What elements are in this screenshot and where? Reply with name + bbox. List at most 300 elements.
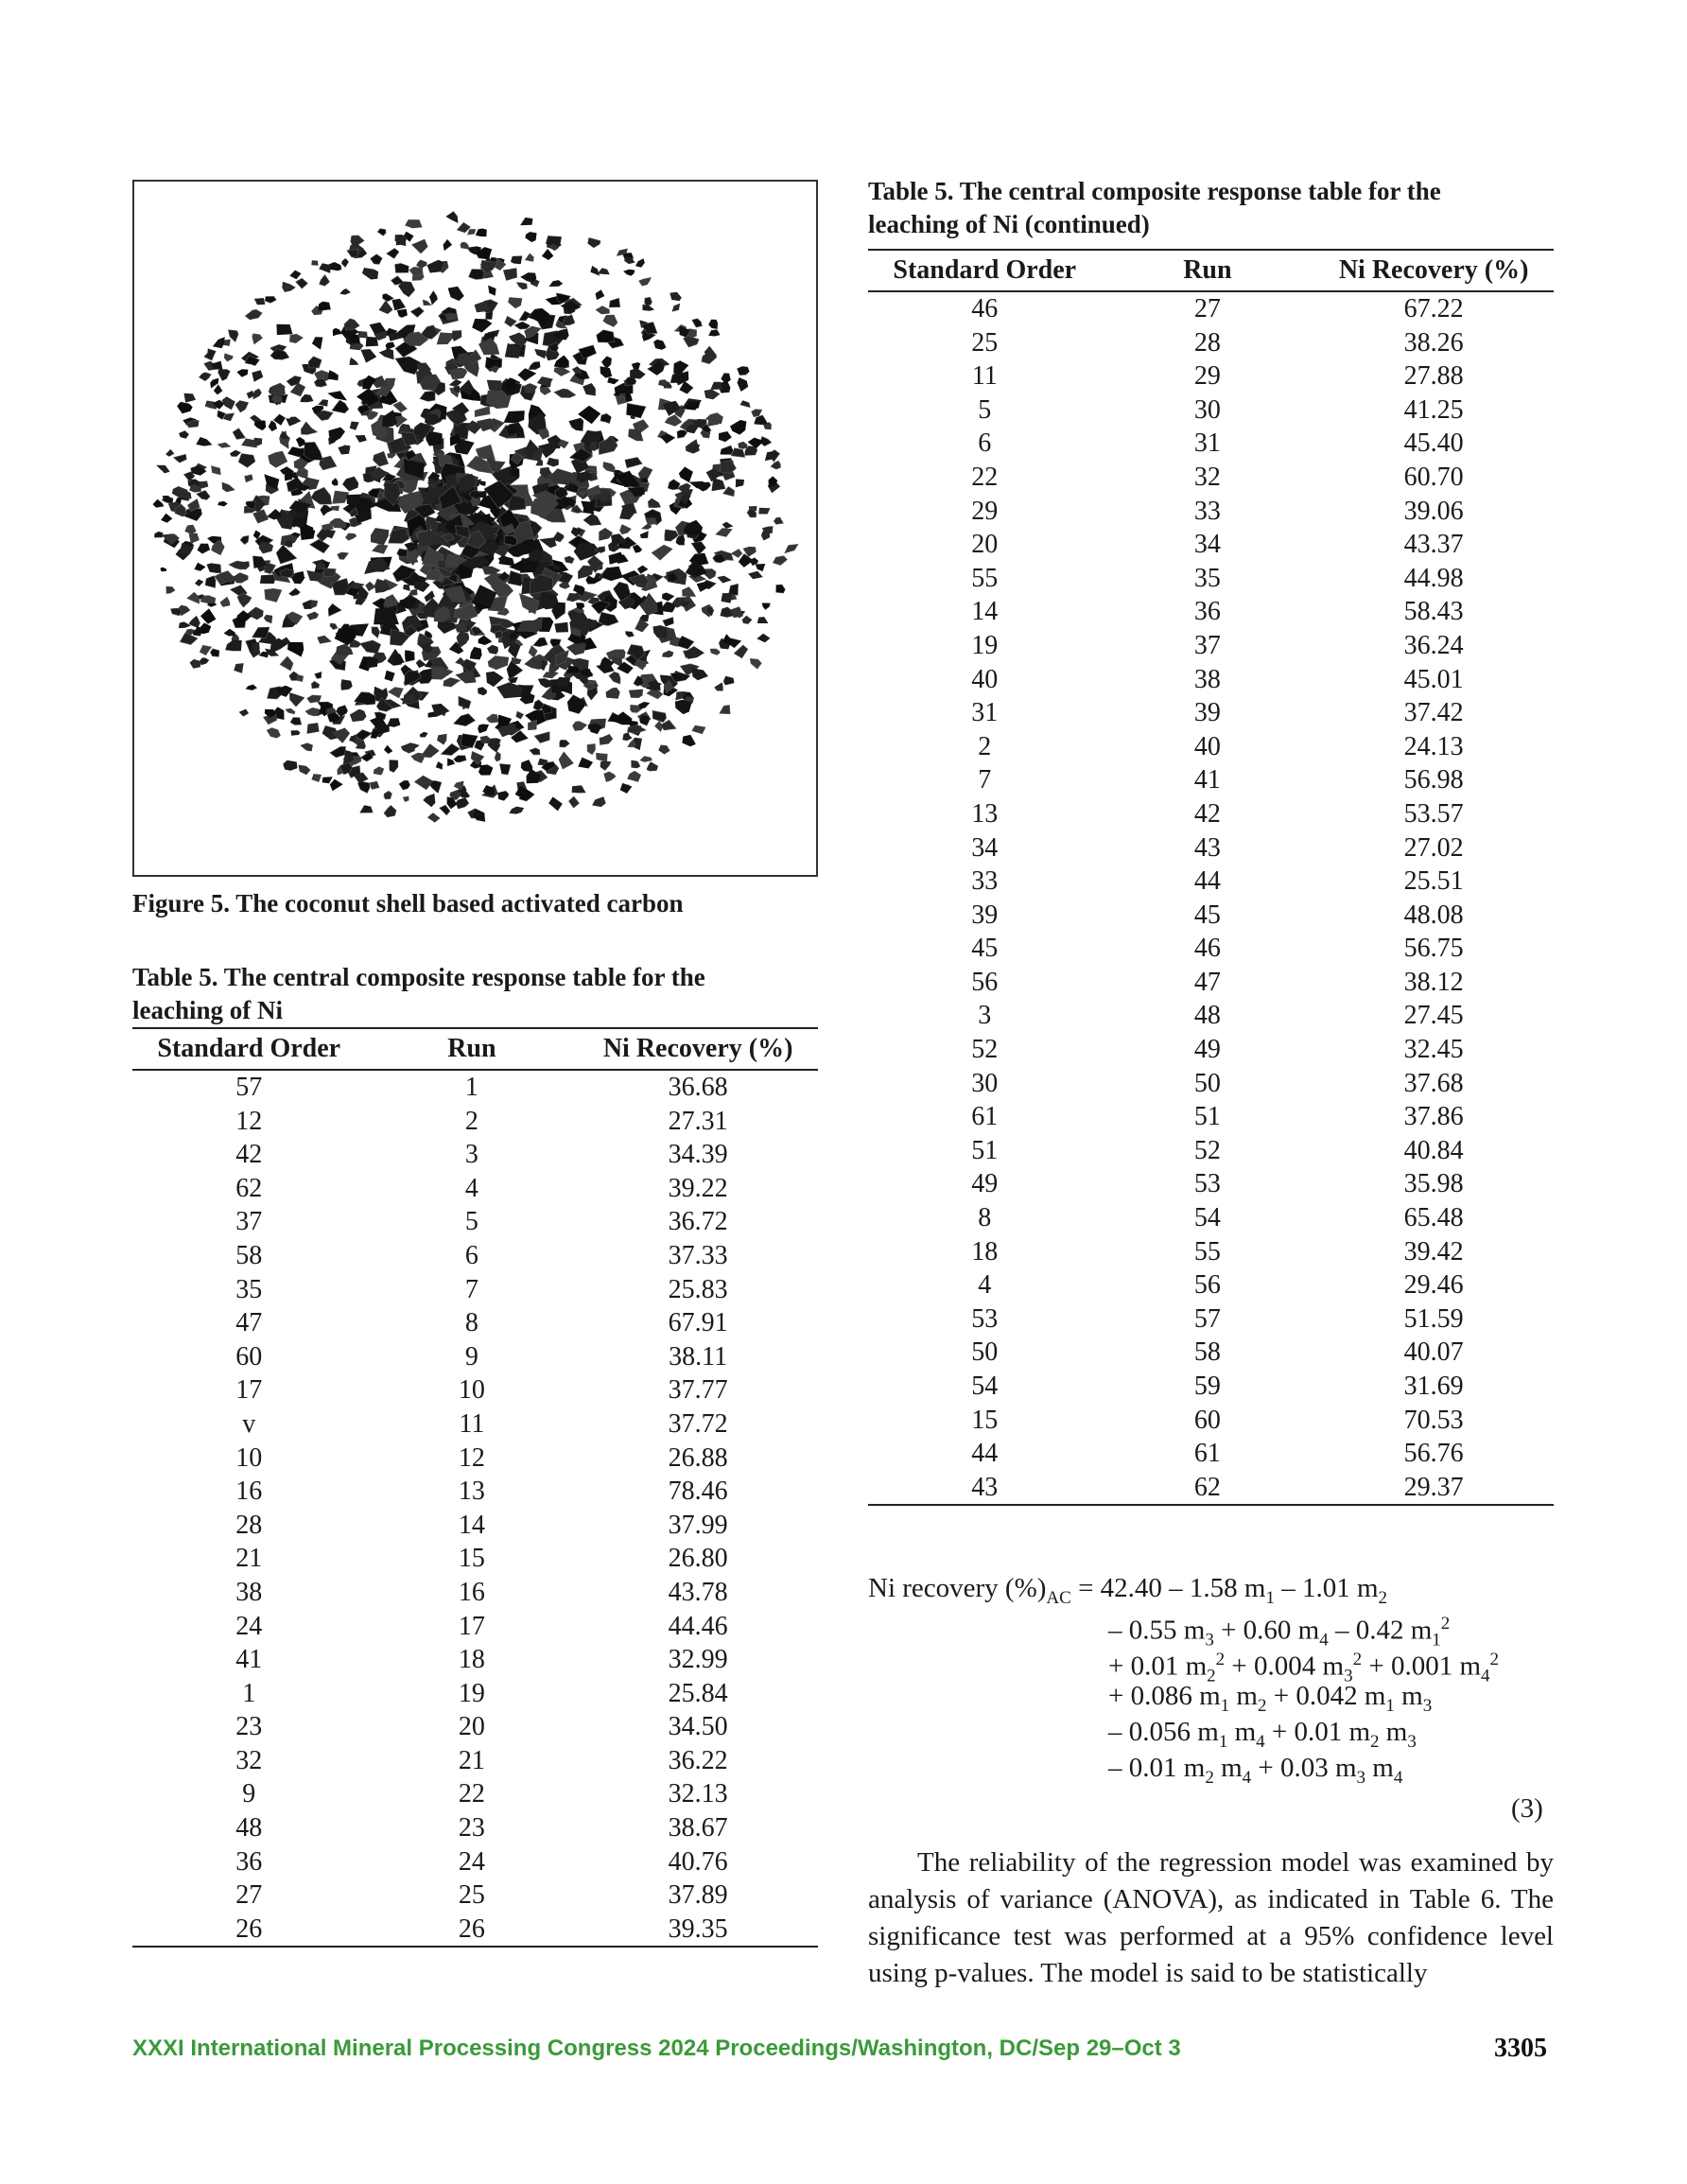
cell-ni-recovery: 41.25 [1403, 394, 1464, 425]
activated-carbon-image [134, 182, 816, 875]
cell-standard-order: 11 [971, 361, 998, 392]
equation-lhs: Ni recovery (%) [868, 1573, 1047, 1603]
carbon-granule [291, 730, 301, 736]
table-5-grid [132, 1027, 818, 1948]
cell-standard-order: 29 [971, 496, 999, 526]
cell-run: 38 [1193, 664, 1221, 694]
carbon-granule [488, 286, 496, 296]
carbon-granule [210, 649, 219, 657]
carbon-granule [318, 399, 328, 406]
table-5-continued-grid [868, 249, 1554, 1506]
carbon-granule [338, 552, 349, 560]
carbon-granule [488, 655, 509, 670]
cell-ni-recovery: 53.57 [1403, 798, 1464, 829]
carbon-granule [238, 454, 255, 468]
table-row [132, 1744, 818, 1778]
cell-run: 49 [1193, 1035, 1221, 1065]
carbon-granule [475, 301, 490, 313]
carbon-granule [653, 625, 668, 638]
carbon-granule [627, 771, 641, 782]
cell-ni-recovery: 56.98 [1403, 765, 1464, 795]
header-standard-order: Standard Order [132, 1028, 366, 1070]
cell-run: 18 [458, 1645, 485, 1675]
body-paragraph [868, 1844, 1554, 1992]
carbon-granule [738, 442, 747, 449]
carbon-granule [184, 525, 196, 534]
cell-ni-recovery: 67.22 [1403, 294, 1464, 323]
carbon-granule [624, 256, 635, 264]
cell-ni-recovery: 39.35 [578, 1913, 818, 1948]
carbon-granule [475, 407, 490, 417]
table-row [132, 1610, 818, 1644]
carbon-granule [222, 482, 235, 493]
carbon-granule [230, 450, 241, 457]
carbon-granule [427, 812, 441, 822]
carbon-granule [721, 373, 730, 383]
header-standard-order: Standard Order [868, 250, 1102, 291]
carbon-granule [677, 430, 687, 439]
cell-standard-order: 19 [971, 630, 999, 660]
carbon-granule [387, 249, 399, 259]
carbon-granule [320, 275, 330, 287]
carbon-granule [590, 266, 600, 276]
cell-ni-recovery: 34.39 [668, 1140, 728, 1170]
carbon-granule [499, 764, 511, 775]
carbon-granule [581, 501, 594, 515]
cell-ni-recovery: 38.67 [668, 1813, 728, 1843]
carbon-granule [596, 306, 610, 314]
carbon-granule [568, 796, 580, 809]
table-row [132, 1273, 818, 1307]
cell-standard-order: 8 [978, 1203, 992, 1233]
carbon-granule [639, 593, 658, 616]
carbon-granule [296, 437, 305, 447]
carbon-granule [723, 676, 735, 686]
cell-standard-order: 20 [971, 530, 999, 560]
carbon-granule [389, 528, 409, 544]
carbon-granule [773, 556, 787, 566]
carbon-granule [572, 721, 587, 730]
carbon-granule [672, 304, 681, 312]
carbon-granule [366, 582, 376, 591]
carbon-granule [529, 361, 541, 370]
cell-ni-recovery: 29.46 [1403, 1270, 1464, 1301]
carbon-granule [443, 239, 453, 251]
cell-standard-order: 32 [235, 1745, 263, 1775]
carbon-granule [328, 603, 341, 616]
table-row [868, 1471, 1554, 1506]
table-row [868, 629, 1554, 663]
header-run: Run [366, 1028, 579, 1070]
carbon-granule [305, 708, 320, 716]
cell-standard-order: 41 [235, 1645, 263, 1675]
table-row [868, 1167, 1554, 1201]
cell-run: 13 [458, 1476, 485, 1507]
carbon-granule [714, 682, 722, 690]
table-row [132, 1677, 818, 1711]
cell-run: 47 [1193, 967, 1221, 997]
carbon-granule [200, 645, 211, 655]
carbon-granule [179, 621, 191, 628]
carbon-granule [190, 659, 201, 669]
table-row [868, 359, 1554, 393]
cell-ni-recovery: 32.99 [668, 1645, 728, 1675]
carbon-granule [481, 567, 500, 575]
table-row [868, 831, 1554, 865]
table-row [868, 865, 1554, 899]
table-caption-line-2: leaching of Ni [132, 996, 283, 1024]
carbon-granule [639, 756, 652, 762]
cell-standard-order: 24 [235, 1611, 263, 1641]
carbon-granule [358, 331, 368, 339]
cell-ni-recovery: 44.46 [668, 1611, 728, 1641]
carbon-granule [609, 298, 619, 307]
carbon-granule [736, 479, 744, 487]
cell-standard-order: 14 [971, 597, 999, 627]
cell-ni-recovery: 25.84 [668, 1678, 728, 1708]
cell-ni-recovery: 48.08 [1403, 900, 1464, 930]
cell-run: 44 [1193, 866, 1221, 897]
carbon-granule [217, 501, 228, 507]
carbon-granule [393, 402, 408, 412]
carbon-granule [307, 723, 320, 734]
carbon-granule [520, 218, 532, 225]
carbon-granule [333, 491, 349, 503]
carbon-granule [301, 422, 317, 435]
carbon-granule [679, 467, 693, 483]
cell-run: 56 [1193, 1270, 1221, 1301]
carbon-granule [285, 708, 295, 714]
cell-ni-recovery: 24.13 [1403, 731, 1464, 761]
carbon-granule [776, 585, 786, 593]
cell-standard-order: 5 [978, 394, 992, 425]
cell-ni-recovery: 36.22 [668, 1745, 728, 1775]
cell-run: 33 [1193, 496, 1221, 526]
carbon-granule [559, 752, 574, 770]
carbon-granule [179, 430, 189, 439]
table-row [868, 932, 1554, 966]
carbon-granule [509, 807, 524, 814]
carbon-granule [534, 732, 549, 743]
cell-standard-order: 7 [978, 765, 992, 795]
cell-standard-order: 33 [971, 866, 999, 897]
carbon-granule [454, 756, 466, 762]
table-row [868, 1437, 1554, 1471]
table-row [132, 1777, 818, 1811]
carbon-granule [389, 688, 404, 698]
equation-line-5: – 0.056 $m_1$ $m_4 + 0.01$ $m_2$ $m_3$ [1108, 1717, 1417, 1752]
carbon-granule [692, 319, 703, 327]
carbon-granule [372, 627, 380, 638]
cell-ni-recovery: 37.86 [1403, 1102, 1464, 1132]
cell-run: 48 [1193, 1001, 1221, 1031]
carbon-granule [620, 783, 633, 794]
cell-standard-order: 57 [235, 1073, 263, 1102]
table-row [868, 1100, 1554, 1134]
carbon-granule [449, 379, 462, 387]
cell-standard-order: 34 [971, 832, 999, 863]
carbon-granule [290, 718, 302, 725]
carbon-granule [200, 657, 209, 665]
carbon-granule [239, 709, 250, 717]
cell-standard-order: 3 [978, 1001, 992, 1031]
cell-ni-recovery: 38.11 [669, 1341, 728, 1372]
header-ni-recovery: Ni Recovery (%) [1313, 250, 1554, 291]
carbon-granule [626, 403, 646, 418]
cell-standard-order: 9 [242, 1779, 256, 1809]
carbon-granule [758, 508, 770, 515]
carbon-granule [239, 561, 250, 569]
cell-run: 11 [459, 1408, 485, 1439]
carbon-granule [486, 312, 494, 319]
carbon-granule [360, 640, 381, 654]
carbon-granule [220, 597, 231, 607]
carbon-granule [321, 505, 334, 516]
cell-standard-order: 54 [971, 1372, 999, 1401]
carbon-granule [165, 449, 174, 457]
carbon-granule [173, 454, 186, 463]
footer-text: XXXI International Mineral Processing Congress 2024 Proceedings/Washington, DC/Sep 29–Oct 3 [132, 2035, 1181, 2061]
cell-run: 12 [458, 1442, 485, 1473]
cell-standard-order: 21 [235, 1544, 263, 1574]
carbon-granule [345, 533, 357, 541]
carbon-granule [771, 461, 780, 469]
carbon-granule [172, 486, 188, 498]
carbon-granule [252, 334, 263, 344]
carbon-granule [372, 498, 401, 512]
carbon-granule [504, 411, 525, 423]
carbon-granule [225, 640, 242, 652]
cell-ni-recovery: 26.80 [668, 1544, 728, 1574]
carbon-granule [379, 349, 394, 360]
carbon-granule [516, 282, 528, 289]
carbon-granule [603, 315, 618, 327]
carbon-granule [204, 349, 217, 360]
table-row [132, 1070, 818, 1105]
carbon-granule [638, 277, 652, 286]
carbon-granule [161, 514, 172, 523]
carbon-granule [299, 765, 311, 776]
cell-run: 36 [1193, 597, 1221, 627]
carbon-granule [319, 302, 331, 311]
carbon-granule [739, 553, 754, 568]
carbon-granule [356, 435, 367, 443]
cell-ni-recovery: 37.89 [668, 1880, 728, 1911]
carbon-granule [332, 400, 349, 413]
carbon-granule [307, 695, 322, 703]
cell-standard-order: 43 [868, 1471, 1102, 1506]
cell-ni-recovery: 32.13 [668, 1779, 728, 1809]
table-row [868, 1268, 1554, 1302]
carbon-granule [265, 296, 276, 303]
carbon-granule [347, 249, 358, 257]
cell-standard-order: 36 [235, 1846, 263, 1877]
cell-ni-recovery: 39.22 [668, 1173, 728, 1203]
carbon-granule [684, 336, 700, 347]
carbon-granule [456, 797, 469, 809]
table-row [868, 427, 1554, 461]
cell-run: 59 [1193, 1372, 1221, 1401]
carbon-granule [461, 242, 470, 250]
carbon-granule [554, 367, 571, 376]
carbon-granule [330, 779, 343, 791]
table-header-row [868, 250, 1554, 291]
cell-run: 28 [1193, 327, 1221, 358]
table-row [868, 595, 1554, 629]
carbon-granule [511, 256, 522, 265]
cell-ni-recovery: 56.76 [1403, 1439, 1464, 1469]
carbon-granule [177, 402, 193, 413]
carbon-granule [548, 796, 563, 811]
carbon-granule [637, 566, 649, 574]
carbon-granule [276, 545, 297, 564]
carbon-granule [350, 422, 359, 430]
cell-standard-order: 17 [235, 1375, 263, 1406]
carbon-granule [470, 647, 482, 660]
cell-standard-order: v [242, 1408, 256, 1439]
carbon-granule [554, 389, 576, 397]
table-row [132, 1407, 818, 1441]
carbon-granule [662, 593, 674, 602]
cell-standard-order: 42 [235, 1140, 263, 1170]
table-row [868, 1336, 1554, 1370]
cell-standard-order: 22 [971, 462, 999, 492]
carbon-granule [495, 631, 502, 638]
carbon-granule [675, 700, 692, 714]
cell-standard-order: 39 [971, 900, 999, 930]
cell-standard-order: 40 [971, 664, 999, 694]
carbon-granule [440, 805, 450, 815]
cell-run: 14 [458, 1510, 485, 1540]
carbon-granule [469, 270, 484, 280]
table-row [868, 461, 1554, 495]
cell-run: 4 [464, 1173, 478, 1203]
carbon-granule [289, 588, 301, 596]
table-caption-line-1: Table 5. The central composite response table for the [868, 177, 1441, 205]
carbon-granule [253, 510, 269, 524]
carbon-granule [600, 761, 612, 771]
table-row [132, 1542, 818, 1576]
carbon-granule [372, 544, 389, 553]
carbon-granule [670, 292, 682, 301]
carbon-granule [311, 260, 318, 266]
carbon-granule [472, 319, 492, 333]
carbon-granule [734, 645, 748, 658]
carbon-granule [282, 282, 295, 292]
carbon-granule [386, 342, 395, 351]
equation-lhs-subscript: AC [1046, 1587, 1071, 1608]
carbon-granule [217, 443, 232, 448]
cell-ni-recovery: 78.46 [668, 1476, 728, 1507]
cell-run: 24 [458, 1846, 485, 1877]
carbon-granule [487, 380, 502, 392]
cell-standard-order: 28 [235, 1510, 263, 1540]
cell-ni-recovery: 40.07 [1403, 1337, 1464, 1368]
table-row [132, 1172, 818, 1206]
carbon-granule [761, 531, 770, 541]
cell-run: 17 [458, 1611, 485, 1641]
carbon-granule [542, 249, 553, 260]
carbon-granule [653, 340, 666, 350]
carbon-granule [534, 349, 547, 358]
carbon-granule [289, 692, 304, 707]
cell-standard-order: 30 [971, 1068, 999, 1098]
carbon-granule [658, 745, 670, 755]
carbon-granule [708, 320, 718, 329]
cell-run: 35 [1193, 563, 1221, 593]
carbon-granule [516, 711, 524, 719]
table-row [132, 1475, 818, 1509]
carbon-granule [276, 324, 292, 335]
cell-ni-recovery: 44.98 [1403, 563, 1464, 593]
cell-run: 2 [464, 1106, 478, 1136]
carbon-granule [597, 330, 615, 342]
carbon-granule [508, 297, 522, 308]
carbon-granule [245, 309, 262, 320]
carbon-granule [166, 586, 176, 594]
header-run: Run [1102, 250, 1314, 291]
table-row [868, 1302, 1554, 1337]
table-row [868, 1235, 1554, 1269]
table-row [132, 1913, 818, 1948]
carbon-granule [237, 593, 252, 607]
cell-standard-order: 50 [971, 1337, 999, 1368]
figure-caption: Figure 5. The coconut shell based activated carbon [132, 889, 684, 917]
table-row [868, 763, 1554, 797]
carbon-granule [662, 651, 673, 658]
table-row [132, 1509, 818, 1543]
carbon-granule [538, 428, 549, 440]
carbon-granule [600, 734, 614, 745]
carbon-granule [547, 458, 559, 467]
table-row [132, 1441, 818, 1476]
carbon-granule [708, 329, 720, 336]
carbon-granule [267, 727, 281, 738]
cell-ni-recovery: 37.42 [1403, 698, 1464, 728]
carbon-granule [572, 366, 582, 374]
cell-run: 45 [1193, 900, 1221, 930]
table-row [132, 1643, 818, 1677]
carbon-granule [721, 446, 734, 455]
table-row [868, 999, 1554, 1033]
carbon-granule [280, 656, 293, 671]
carbon-granule [211, 465, 221, 475]
carbon-granule [566, 593, 580, 602]
carbon-granule [598, 268, 610, 274]
cell-ni-recovery: 70.53 [1403, 1405, 1464, 1435]
table-row [868, 1404, 1554, 1438]
carbon-granule [350, 709, 367, 723]
cell-standard-order: 2 [978, 731, 992, 761]
carbon-granule [405, 651, 414, 662]
carbon-granule [762, 603, 771, 610]
carbon-granule [234, 663, 243, 673]
table-header-row [132, 1028, 818, 1070]
cell-run: 16 [458, 1577, 485, 1607]
equation-line-3: + 0.01 $m_2^2 + 0.004$ $m_3^2 + 0.001$ $m_4^2$ [1108, 1650, 1500, 1686]
carbon-granule [738, 377, 749, 392]
cell-ni-recovery: 38.26 [1403, 327, 1464, 358]
carbon-granule [730, 420, 746, 435]
carbon-granule [287, 642, 304, 657]
table-5 [132, 961, 818, 1948]
table-row [868, 730, 1554, 764]
cell-standard-order: 58 [235, 1240, 263, 1270]
carbon-granule [648, 498, 661, 508]
cell-run: 19 [458, 1678, 485, 1708]
cell-standard-order: 1 [242, 1678, 256, 1708]
carbon-granule [283, 760, 297, 771]
